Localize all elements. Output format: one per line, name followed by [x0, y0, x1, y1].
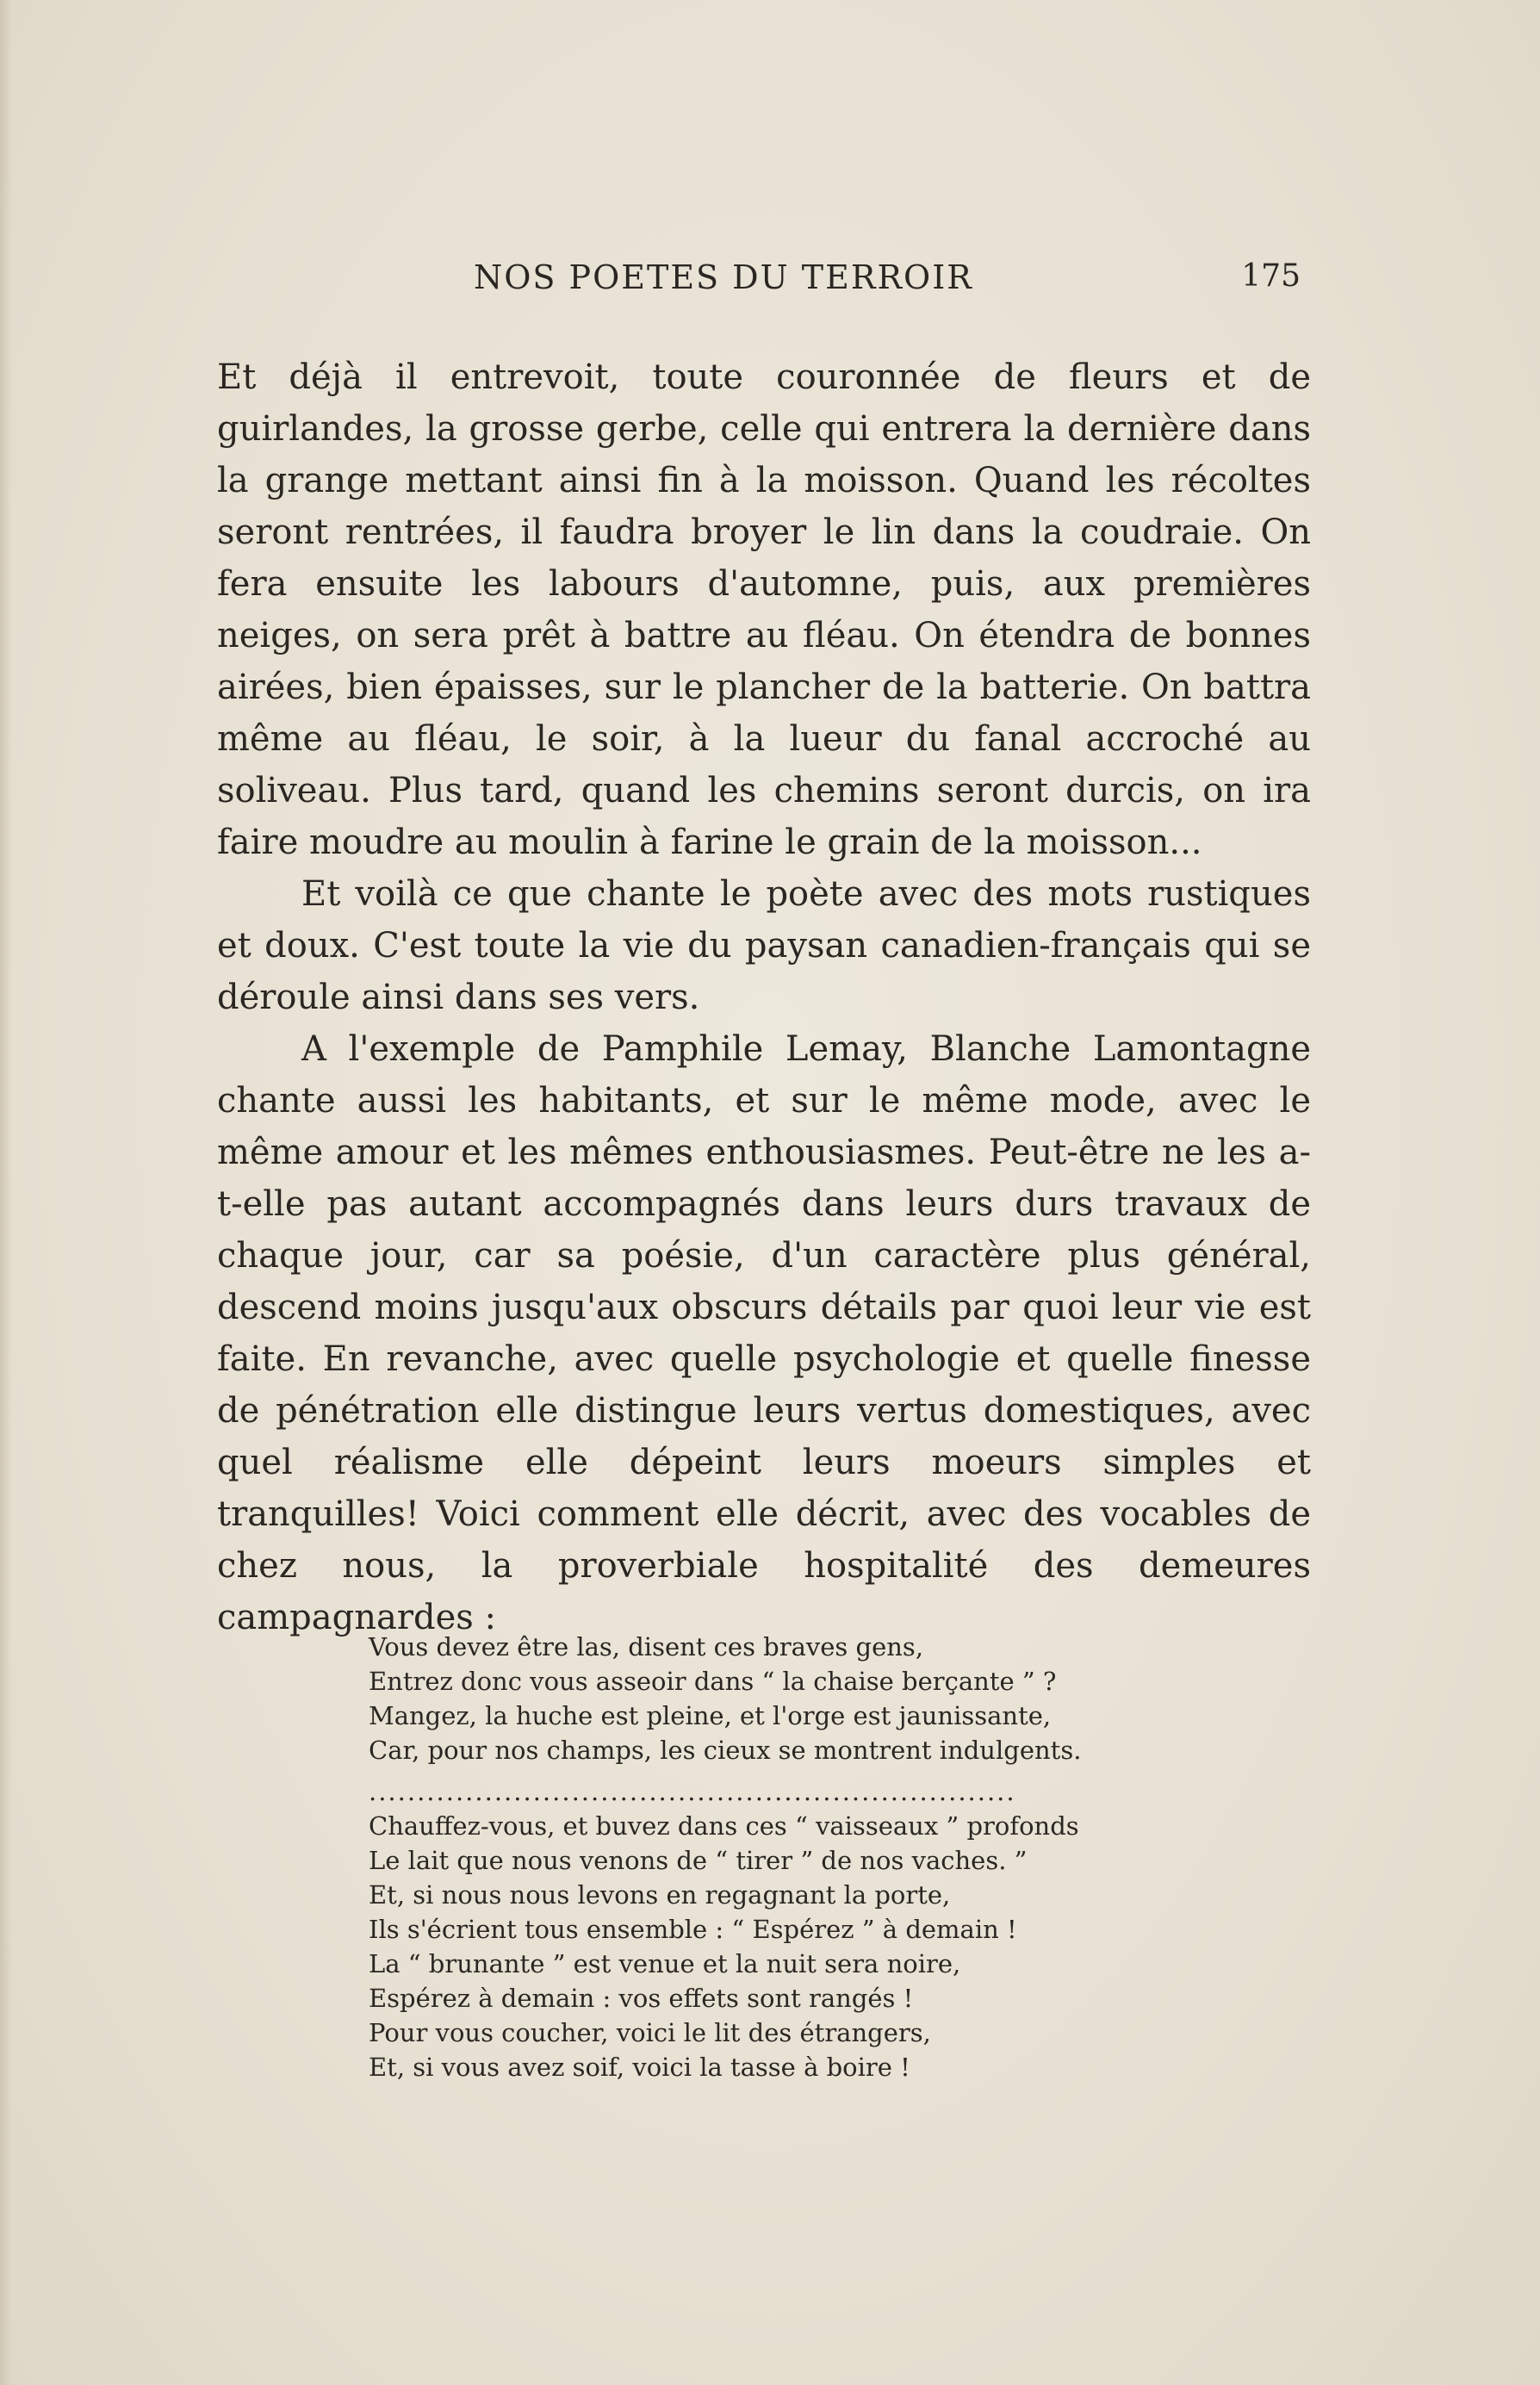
poem-line: Entrez donc vous asseoir dans “ la chaise berçante ” ? [369, 1667, 1057, 1696]
page-number: 175 [1241, 258, 1301, 294]
poem-line: Ils s'écrient tous ensemble : “ Espérez ” à demain ! [369, 1915, 1017, 1944]
paragraph-3: A l'exemple de Pamphile Lemay, Blanche Lamontagne chante aussi les habitants, et sur le même mode, avec le même amour et les mêmes enthousiasmes. Peut-être ne les a-t-elle pas autant accompagnés dans leurs durs travaux de chaque jour, car sa poésie, d'un caractère plus général, descend moins jusqu'aux obscurs détails par quoi leur vie est faite. En revanche, avec quelle psychologie et quelle finesse de pénétration elle distingue leurs vertus domestiques, avec quel réalisme elle dépeint leurs moeurs simples et tranquilles! Voici comment elle décrit, avec des vocables de chez nous, la proverbiale hospitalité des demeures campagnardes : [217, 1029, 1311, 1637]
poem-line: Et, si nous nous levons en regagnant la porte, [369, 1880, 951, 1910]
poem-ellipsis: ................................................................... [369, 1777, 1016, 1806]
page-binding-edge [0, 0, 12, 2385]
poem-line: Et, si vous avez soif, voici la tasse à boire ! [369, 2053, 910, 2082]
poem-line: La “ brunante ” est venue et la nuit sera noire, [369, 1949, 961, 1978]
running-head [215, 258, 1301, 307]
paragraph-1: Et déjà il entrevoit, toute couronnée de fleurs et de guirlandes, la grosse gerbe, celle qui entrera la dernière dans la grange mettant ainsi fin à la moisson. Quand les récoltes seront rentrées, il faudra broyer le lin dans la coudraie. On fera ensuite les labours d'automne, puis, aux premières neiges, on sera prêt à battre au fléau. On étendra de bonnes airées, bien épaisses, sur le plancher de la batterie. On battra même au fléau, le soir, à la lueur du fanal accroché au soliveau. Plus tard, quand les chemins seront durcis, on ira faire moudre au moulin à farine le grain de la moisson... [217, 357, 1311, 862]
poem-line: Espérez à demain : vos effets sont rangés ! [369, 1984, 914, 2013]
running-title: NOS POETES DU TERROIR [474, 258, 973, 296]
paragraph-2: Et voilà ce que chante le poète avec des mots rustiques et doux. C'est toute la vie du paysan canadien-français qui se déroule ainsi dans ses vers. [217, 874, 1311, 1017]
poem-line: Car, pour nos champs, les cieux se montrent indulgents. [369, 1736, 1082, 1765]
body-text [217, 351, 1311, 1643]
poem-line: Le lait que nous venons de “ tirer ” de nos vaches. ” [369, 1846, 1028, 1875]
poem-quotation [369, 1630, 1230, 2084]
poem-line: Chauffez-vous, et buvez dans ces “ vaisseaux ” profonds [369, 1811, 1079, 1841]
poem-line: Mangez, la huche est pleine, et l'orge est jaunissante, [369, 1701, 1052, 1730]
poem-line: Vous devez être las, disent ces braves gens, [369, 1632, 924, 1661]
poem-line: Pour vous coucher, voici le lit des étrangers, [369, 2018, 931, 2047]
stanza-gap [369, 1767, 1230, 1774]
